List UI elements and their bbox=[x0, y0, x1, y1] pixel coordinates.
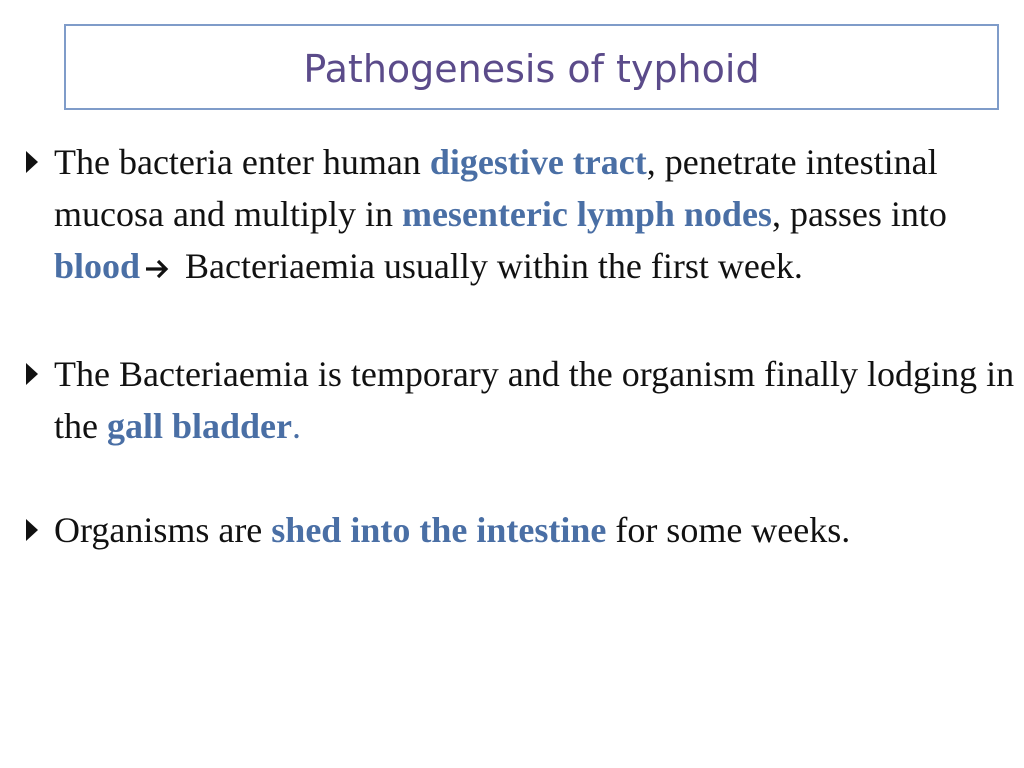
bullet-3-highlight-shed-into-the-intestine: shed into the intestine bbox=[271, 509, 607, 550]
bullet-1-highlight-digestive-tract: digestive tract bbox=[429, 142, 647, 182]
right-arrow-icon bbox=[144, 244, 170, 296]
bullet-1-highlight-blood: blood bbox=[54, 246, 141, 286]
bullet-item-3 bbox=[26, 504, 1016, 556]
title-box bbox=[64, 24, 999, 110]
bullet-2-highlight-gall-bladder: gall bladder bbox=[106, 405, 293, 446]
bullet-1-text-2: , penetrate intestinal mucosa and multiply in bbox=[54, 142, 938, 234]
bullet-3-text-1: Organisms are bbox=[54, 509, 272, 550]
bullet-2-text-1: The Bacteriaemia is temporary and the organism finally lodging in the bbox=[54, 353, 1015, 446]
bullet-item-1 bbox=[26, 136, 1016, 296]
bullet-1-text-1: The bacteria enter human bbox=[54, 142, 430, 182]
bullet-triangle-icon bbox=[26, 151, 38, 173]
bullet-1-text-4: Bacteriaemia usually within the first week. bbox=[176, 246, 803, 286]
bullet-1-highlight-mesenteric-lymph-nodes: mesenteric lymph nodes bbox=[401, 194, 772, 234]
bullet-1-text-3: , passes into bbox=[771, 194, 947, 234]
slide-title: Pathogenesis of typhoid bbox=[303, 47, 760, 91]
bullet-3-text-2: for some weeks. bbox=[606, 509, 851, 550]
bullet-item-2 bbox=[26, 348, 1016, 452]
bullet-list bbox=[26, 136, 1016, 556]
bullet-triangle-icon bbox=[26, 363, 38, 385]
bullet-2-text-2: . bbox=[292, 405, 302, 446]
bullet-triangle-icon bbox=[26, 519, 38, 541]
